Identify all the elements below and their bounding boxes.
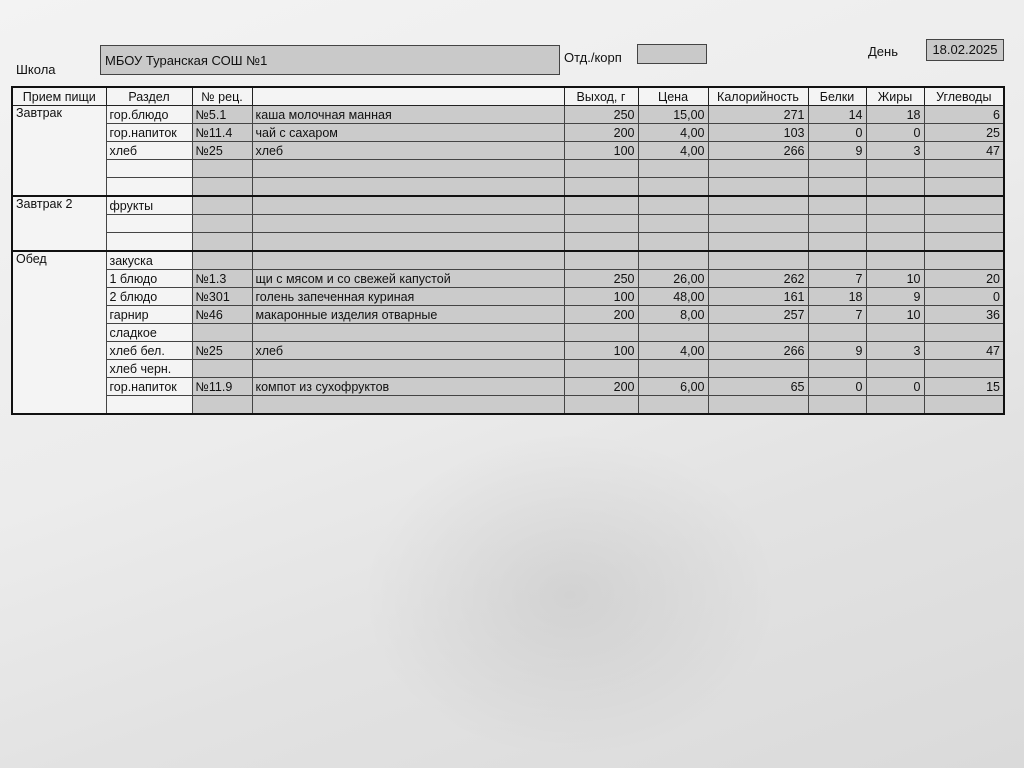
carbs-cell: 15 xyxy=(924,378,1004,396)
recipe-cell xyxy=(192,396,252,415)
dept-field xyxy=(637,44,707,64)
kcal-cell xyxy=(708,251,808,270)
fat-cell: 9 xyxy=(866,288,924,306)
meal-cell: Завтрак 2 xyxy=(12,196,106,251)
yield-cell xyxy=(564,396,638,415)
table-row xyxy=(12,306,1004,324)
price-cell: 4,00 xyxy=(638,142,708,160)
yield-cell: 250 xyxy=(564,270,638,288)
protein-cell xyxy=(808,160,866,178)
dish-cell: макаронные изделия отварные xyxy=(252,306,564,324)
table-row xyxy=(12,378,1004,396)
protein-cell xyxy=(808,233,866,252)
carbs-cell xyxy=(924,251,1004,270)
protein-cell: 9 xyxy=(808,342,866,360)
price-cell: 15,00 xyxy=(638,106,708,124)
carbs-cell xyxy=(924,178,1004,197)
price-cell xyxy=(638,160,708,178)
kcal-cell: 271 xyxy=(708,106,808,124)
col-meal: Прием пищи xyxy=(12,87,106,106)
dish-cell: каша молочная манная xyxy=(252,106,564,124)
price-cell xyxy=(638,233,708,252)
recipe-cell xyxy=(192,196,252,215)
fat-cell xyxy=(866,215,924,233)
kcal-cell: 65 xyxy=(708,378,808,396)
fat-cell xyxy=(866,178,924,197)
header-row xyxy=(12,87,1004,106)
yield-cell: 200 xyxy=(564,124,638,142)
price-cell: 8,00 xyxy=(638,306,708,324)
yield-cell xyxy=(564,324,638,342)
price-cell xyxy=(638,360,708,378)
carbs-cell xyxy=(924,360,1004,378)
carbs-cell: 20 xyxy=(924,270,1004,288)
section-cell: фрукты xyxy=(106,196,192,215)
section-cell xyxy=(106,233,192,252)
dish-cell xyxy=(252,396,564,415)
day-field xyxy=(926,39,1004,61)
dish-cell: голень запеченная куриная xyxy=(252,288,564,306)
carbs-cell: 47 xyxy=(924,342,1004,360)
carbs-cell xyxy=(924,160,1004,178)
kcal-cell: 161 xyxy=(708,288,808,306)
col-yield: Выход, г xyxy=(564,87,638,106)
menu-table xyxy=(11,86,1005,415)
fat-cell: 10 xyxy=(866,306,924,324)
protein-cell xyxy=(808,360,866,378)
table-row xyxy=(12,396,1004,415)
yield-cell: 250 xyxy=(564,106,638,124)
table-row xyxy=(12,215,1004,233)
recipe-cell: №11.4 xyxy=(192,124,252,142)
school-value: МБОУ Туранская СОШ №1 xyxy=(105,53,268,68)
meal-cell: Завтрак xyxy=(12,106,106,197)
yield-cell xyxy=(564,178,638,197)
fat-cell xyxy=(866,233,924,252)
fat-cell xyxy=(866,360,924,378)
kcal-cell xyxy=(708,160,808,178)
yield-cell xyxy=(564,196,638,215)
yield-cell: 200 xyxy=(564,306,638,324)
protein-cell: 9 xyxy=(808,142,866,160)
table-row xyxy=(12,324,1004,342)
carbs-cell: 36 xyxy=(924,306,1004,324)
dish-cell xyxy=(252,178,564,197)
fat-cell xyxy=(866,196,924,215)
protein-cell xyxy=(808,396,866,415)
carbs-cell: 0 xyxy=(924,288,1004,306)
table-row xyxy=(12,196,1004,215)
fat-cell: 10 xyxy=(866,270,924,288)
fat-cell: 3 xyxy=(866,142,924,160)
protein-cell xyxy=(808,251,866,270)
protein-cell xyxy=(808,196,866,215)
section-cell: 1 блюдо xyxy=(106,270,192,288)
kcal-cell: 262 xyxy=(708,270,808,288)
kcal-cell xyxy=(708,196,808,215)
dish-cell xyxy=(252,324,564,342)
fat-cell xyxy=(866,251,924,270)
price-cell: 4,00 xyxy=(638,124,708,142)
recipe-cell: №11.9 xyxy=(192,378,252,396)
recipe-cell: №25 xyxy=(192,342,252,360)
table-row xyxy=(12,360,1004,378)
recipe-cell xyxy=(192,178,252,197)
table-row xyxy=(12,342,1004,360)
recipe-cell xyxy=(192,233,252,252)
kcal-cell: 266 xyxy=(708,142,808,160)
price-cell: 6,00 xyxy=(638,378,708,396)
table-row xyxy=(12,106,1004,124)
dish-cell: хлеб xyxy=(252,142,564,160)
yield-cell xyxy=(564,251,638,270)
dish-cell: чай с сахаром xyxy=(252,124,564,142)
price-cell: 48,00 xyxy=(638,288,708,306)
dept-label: Отд./корп xyxy=(564,50,622,65)
recipe-cell: №25 xyxy=(192,142,252,160)
menu-body xyxy=(12,106,1004,415)
fat-cell xyxy=(866,160,924,178)
recipe-cell: №1.3 xyxy=(192,270,252,288)
yield-cell xyxy=(564,360,638,378)
protein-cell: 0 xyxy=(808,378,866,396)
recipe-cell xyxy=(192,360,252,378)
col-fat: Жиры xyxy=(866,87,924,106)
recipe-cell: №301 xyxy=(192,288,252,306)
section-cell: 2 блюдо xyxy=(106,288,192,306)
price-cell xyxy=(638,251,708,270)
col-dish xyxy=(252,87,564,106)
carbs-cell xyxy=(924,396,1004,415)
yield-cell xyxy=(564,160,638,178)
dish-cell: компот из сухофруктов xyxy=(252,378,564,396)
table-row xyxy=(12,178,1004,197)
fat-cell: 0 xyxy=(866,124,924,142)
section-cell: гарнир xyxy=(106,306,192,324)
section-cell xyxy=(106,160,192,178)
section-cell xyxy=(106,396,192,415)
dish-cell xyxy=(252,160,564,178)
carbs-cell xyxy=(924,324,1004,342)
carbs-cell: 47 xyxy=(924,142,1004,160)
table-row xyxy=(12,160,1004,178)
recipe-cell: №46 xyxy=(192,306,252,324)
section-cell: хлеб черн. xyxy=(106,360,192,378)
price-cell xyxy=(638,178,708,197)
carbs-cell xyxy=(924,233,1004,252)
section-cell: гор.блюдо xyxy=(106,106,192,124)
carbs-cell: 25 xyxy=(924,124,1004,142)
col-carbs: Углеводы xyxy=(924,87,1004,106)
fat-cell xyxy=(866,324,924,342)
section-cell: гор.напиток xyxy=(106,124,192,142)
recipe-cell xyxy=(192,324,252,342)
day-label: День xyxy=(868,44,898,59)
section-cell: гор.напиток xyxy=(106,378,192,396)
col-price: Цена xyxy=(638,87,708,106)
recipe-cell xyxy=(192,160,252,178)
table-row xyxy=(12,233,1004,252)
kcal-cell: 103 xyxy=(708,124,808,142)
price-cell xyxy=(638,324,708,342)
protein-cell xyxy=(808,178,866,197)
kcal-cell xyxy=(708,324,808,342)
table-row xyxy=(12,270,1004,288)
section-cell: хлеб xyxy=(106,142,192,160)
protein-cell: 0 xyxy=(808,124,866,142)
fat-cell: 18 xyxy=(866,106,924,124)
fat-cell xyxy=(866,396,924,415)
dish-cell xyxy=(252,215,564,233)
dish-cell: хлеб xyxy=(252,342,564,360)
section-cell: закуска xyxy=(106,251,192,270)
carbs-cell xyxy=(924,196,1004,215)
protein-cell: 18 xyxy=(808,288,866,306)
yield-cell: 100 xyxy=(564,288,638,306)
table-row xyxy=(12,251,1004,270)
dish-cell xyxy=(252,233,564,252)
section-cell: сладкое xyxy=(106,324,192,342)
dish-cell xyxy=(252,360,564,378)
fat-cell: 0 xyxy=(866,378,924,396)
school-field xyxy=(100,45,560,75)
price-cell: 4,00 xyxy=(638,342,708,360)
yield-cell: 200 xyxy=(564,378,638,396)
kcal-cell xyxy=(708,233,808,252)
dish-cell xyxy=(252,251,564,270)
table-row xyxy=(12,142,1004,160)
yield-cell xyxy=(564,215,638,233)
col-protein: Белки xyxy=(808,87,866,106)
protein-cell: 7 xyxy=(808,270,866,288)
kcal-cell xyxy=(708,360,808,378)
yield-cell: 100 xyxy=(564,142,638,160)
table-row xyxy=(12,124,1004,142)
recipe-cell xyxy=(192,215,252,233)
price-cell xyxy=(638,196,708,215)
fat-cell: 3 xyxy=(866,342,924,360)
yield-cell: 100 xyxy=(564,342,638,360)
protein-cell xyxy=(808,215,866,233)
table-row xyxy=(12,288,1004,306)
price-cell xyxy=(638,396,708,415)
col-kcal: Калорийность xyxy=(708,87,808,106)
meal-cell: Обед xyxy=(12,251,106,414)
carbs-cell xyxy=(924,215,1004,233)
dish-cell xyxy=(252,196,564,215)
col-section: Раздел xyxy=(106,87,192,106)
recipe-cell: №5.1 xyxy=(192,106,252,124)
yield-cell xyxy=(564,233,638,252)
day-value: 18.02.2025 xyxy=(932,42,998,57)
price-cell xyxy=(638,215,708,233)
section-cell: хлеб бел. xyxy=(106,342,192,360)
kcal-cell xyxy=(708,215,808,233)
carbs-cell: 6 xyxy=(924,106,1004,124)
kcal-cell: 257 xyxy=(708,306,808,324)
kcal-cell: 266 xyxy=(708,342,808,360)
section-cell xyxy=(106,215,192,233)
kcal-cell xyxy=(708,396,808,415)
protein-cell xyxy=(808,324,866,342)
col-recipe: № рец. xyxy=(192,87,252,106)
price-cell: 26,00 xyxy=(638,270,708,288)
section-cell xyxy=(106,178,192,197)
dish-cell: щи с мясом и со свежей капустой xyxy=(252,270,564,288)
recipe-cell xyxy=(192,251,252,270)
protein-cell: 7 xyxy=(808,306,866,324)
kcal-cell xyxy=(708,178,808,197)
protein-cell: 14 xyxy=(808,106,866,124)
school-label: Школа xyxy=(16,62,56,77)
